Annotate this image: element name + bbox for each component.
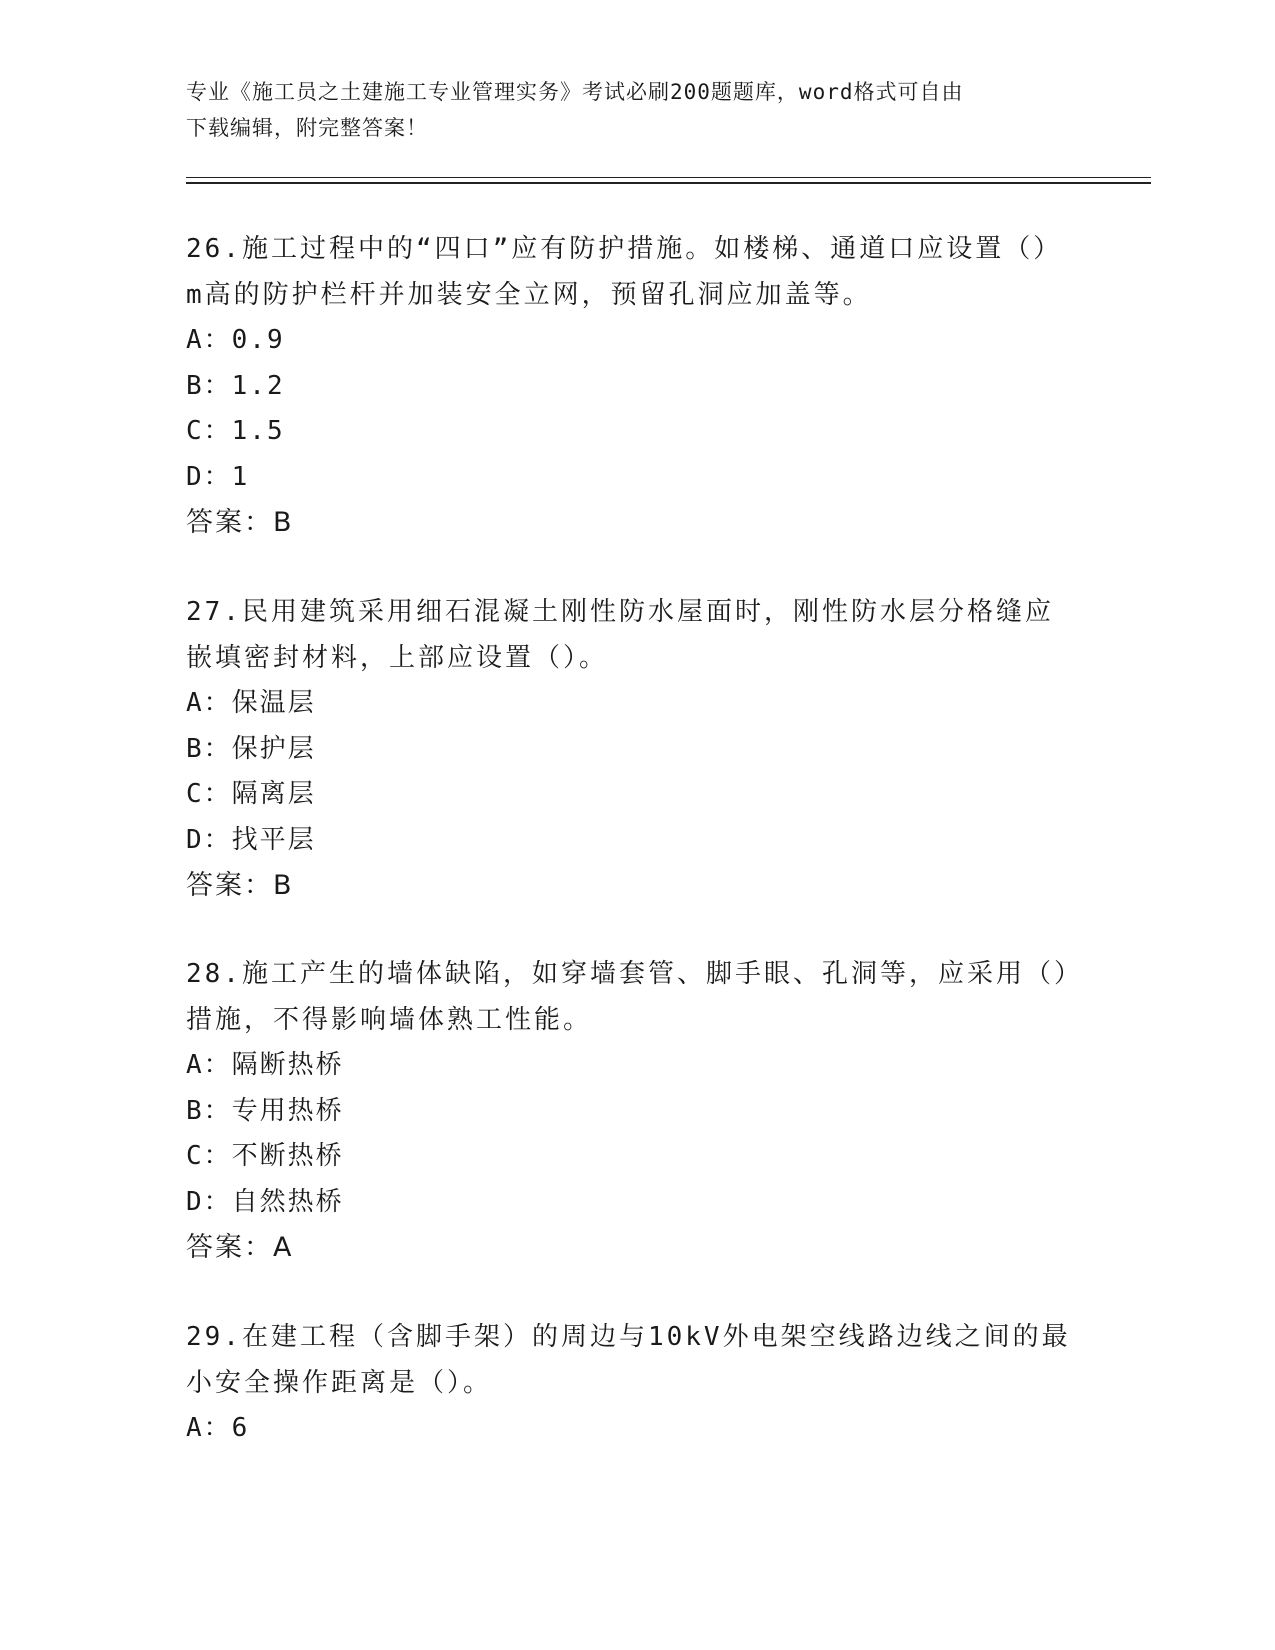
header-divider: [186, 177, 1151, 178]
question-text: 28.施工产生的墙体缺陷，如穿墙套管、脚手眼、孔洞等，应采用（）措施，不得影响墙体熟工性能。: [186, 959, 1070, 1035]
option-b: B：保护层: [186, 733, 316, 764]
answer: 答案：A: [186, 1232, 294, 1263]
option-c: C：1.5: [186, 416, 285, 446]
option-b: B：1.2: [186, 370, 285, 401]
question-text: 27.民用建筑采用细石混凝土刚性防水屋面时，刚性防水层分格缝应嵌填密封材料，上部应设置（）。: [186, 597, 1054, 673]
question-27: [186, 589, 1076, 909]
answer: 答案：B: [186, 507, 294, 538]
option-a: A：6: [186, 1413, 250, 1443]
option-c: C：不断热桥: [186, 1141, 344, 1171]
answer: 答案：B: [186, 870, 294, 901]
option-b: B：专用热桥: [186, 1095, 344, 1126]
question-text: 26.施工过程中的“四口”应有防护措施。如楼梯、通道口应设置（）m高的防护栏杆并加装安全立网，预留孔洞应加盖等。: [186, 234, 1063, 310]
header-divider-thick: [186, 182, 1151, 184]
question-29: [186, 1314, 1076, 1452]
option-a: A：保温层: [186, 688, 316, 718]
question-26: [186, 226, 1076, 546]
question-text: 29.在建工程（含脚手架）的周边与10kV外电架空线路边线之间的最小安全操作距离是（）。: [186, 1322, 1071, 1398]
option-c: C：隔离层: [186, 779, 316, 809]
option-d: D：找平层: [186, 824, 316, 855]
option-d: D：1: [186, 461, 250, 492]
option-d: D：自然热桥: [186, 1186, 344, 1217]
option-a: A：0.9: [186, 325, 285, 355]
option-a: A：隔断热桥: [186, 1050, 344, 1080]
document-intro: 专业《施工员之土建施工专业管理实务》考试必刷200题题库，word格式可自由 下载编辑，附完整答案！: [186, 80, 964, 140]
question-28: [186, 951, 1076, 1271]
